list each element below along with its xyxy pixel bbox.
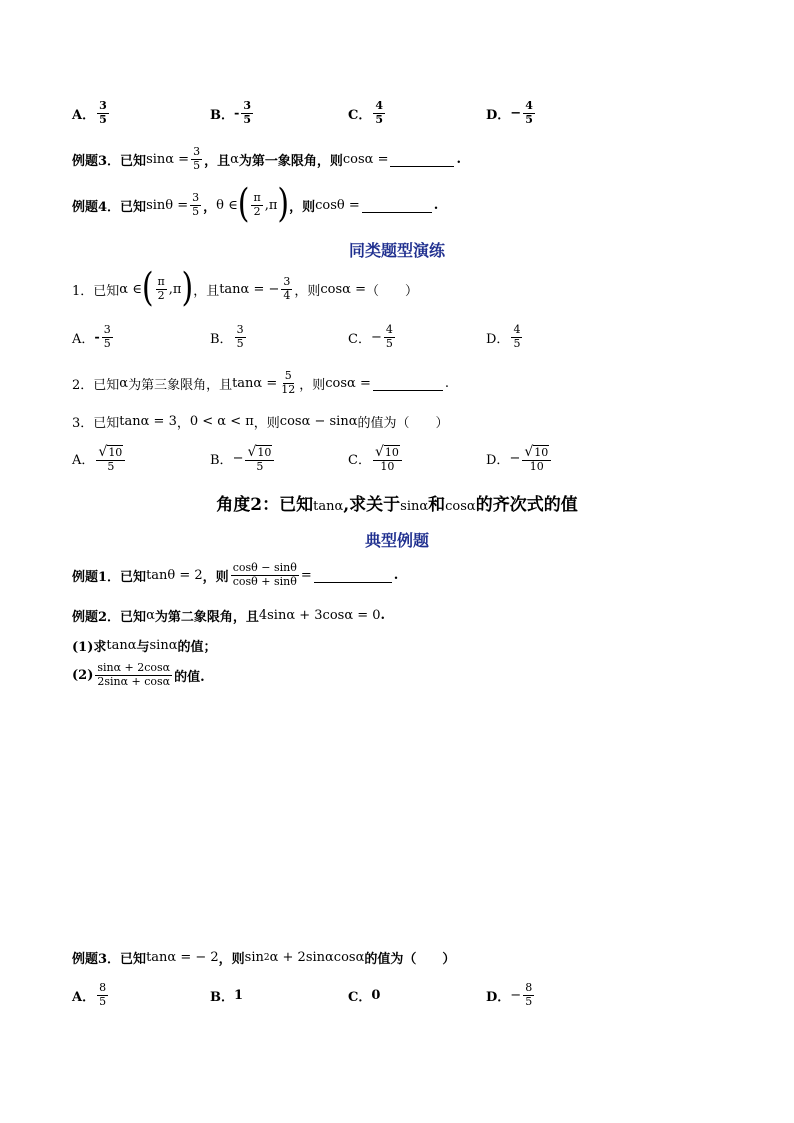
- answer-blank[interactable]: [314, 568, 392, 583]
- left-paren: (: [141, 265, 154, 312]
- option-c[interactable]: C． 0: [348, 987, 381, 1005]
- option-a[interactable]: A． $\frac{8}{5}$: [72, 981, 107, 1008]
- option-d[interactable]: D． − $\frac{4}{5}$: [486, 99, 533, 126]
- fraction: $\frac{4}{5}$: [525, 99, 533, 126]
- left-paren: (: [237, 181, 250, 228]
- practice-1-options: [72, 324, 734, 350]
- fraction: $\frac{\pi}{2}$: [157, 274, 165, 302]
- example-2-part-2: (2) $\frac{\sin\alpha + 2\cos\alpha}{2\sin\alpha + \cos\alpha}$ 的值.: [72, 661, 205, 688]
- fraction: $\frac{\cos\theta - \sin\theta}{\cos\theta + \sin\theta}$: [232, 561, 297, 588]
- sqrt-icon: √: [374, 444, 384, 460]
- fraction: $\frac{3}{5}$: [193, 145, 201, 172]
- practice-2: 2．已知 α 为第三象限角，且 tanα = $\frac{5}{12}$ ，则 cosα = .: [72, 369, 449, 396]
- sqrt-icon: √: [98, 444, 108, 460]
- section-heading-typical: 典型例题: [364, 531, 429, 550]
- fraction: $\frac{3}{4}$: [283, 274, 291, 302]
- option-b[interactable]: B． $\frac{3}{5}$: [210, 323, 244, 350]
- right-paren: ): [277, 181, 290, 228]
- question-0-options: [72, 100, 734, 126]
- fraction: $\frac{√10}{5}$: [96, 444, 125, 474]
- sqrt-icon: √: [247, 444, 257, 460]
- section-heading-practice: 同类题型演练: [348, 241, 445, 260]
- option-d[interactable]: D． − $\frac{√10}{10}$: [486, 444, 624, 474]
- fraction: $\frac{√10}{10}$: [522, 444, 551, 474]
- example-3: 例题3． 已知 sinα = $\frac{3}{5}$ ，且 α 为第一象限角，则 cosα = .: [72, 145, 462, 172]
- practice-3: 3．已知 tanα = 3 ， 0 < α < π ，则 cosα − sinα 的值为（ ）: [72, 414, 449, 431]
- example-2-part-1: (1)求 tanα 与 sinα 的值；: [72, 638, 217, 655]
- answer-blank[interactable]: [390, 152, 454, 167]
- fraction: $\frac{√10}{10}$: [373, 444, 402, 474]
- sqrt-icon: √: [524, 444, 534, 460]
- option-c[interactable]: C． $\frac{4}{5}$: [348, 99, 384, 126]
- fraction: $\frac{4}{5}$: [375, 99, 384, 126]
- option-b[interactable]: B． - $\frac{3}{5}$: [210, 99, 252, 126]
- example-3-bottom-options: [72, 982, 734, 1008]
- fraction: $\frac{4}{5}$: [513, 323, 521, 350]
- fraction: $\frac{4}{5}$: [385, 323, 393, 350]
- fraction: $\frac{5}{12}$: [281, 369, 296, 396]
- right-paren: ): [181, 265, 194, 312]
- option-b[interactable]: B． 1: [210, 987, 244, 1005]
- fraction: $\frac{3}{5}$: [243, 99, 252, 126]
- example-3-bottom: 例题3． 已知 tanα = − 2 ，则 sin 2 α + 2sinαcosα 的值为（ ）: [72, 950, 456, 967]
- option-a[interactable]: A． $\frac{√10}{5}$: [72, 444, 210, 474]
- answer-blank[interactable]: [362, 198, 432, 213]
- fraction: $\frac{3}{5}$: [99, 99, 107, 126]
- fraction: $\frac{√10}{5}$: [245, 444, 274, 474]
- option-d[interactable]: D． − $\frac{8}{5}$: [486, 981, 533, 1008]
- angle-2-heading: 角度2：已知tanα,求关于sinα和cosα的齐次式的值: [216, 495, 578, 515]
- practice-3-options: [72, 444, 734, 474]
- option-c[interactable]: C． − $\frac{4}{5}$: [348, 323, 393, 350]
- option-b[interactable]: B． − $\frac{√10}{5}$: [210, 444, 348, 474]
- fraction: $\frac{3}{5}$: [236, 323, 244, 350]
- example-2: 例题2． 已知 α 为第二象限角，且 4sinα + 3cosα = 0 .: [72, 608, 386, 625]
- practice-1: 1．已知 α ∈ ( $\frac{\pi}{2}$ ,π ) ，且 tanα = − $\frac{3}{4}$ ，则 cosα = （ ）: [72, 265, 419, 312]
- option-c[interactable]: C． $\frac{√10}{10}$: [348, 444, 486, 474]
- fraction: $\frac{3}{5}$: [192, 190, 200, 218]
- option-a[interactable]: A． - $\frac{3}{5}$: [72, 323, 111, 350]
- option-a[interactable]: A． $\frac{3}{5}$: [72, 99, 107, 126]
- example-4: 例题4． 已知 sinθ = $\frac{3}{5}$ ， θ ∈ ( $\frac{\pi}{2}$ ,π ) ，则 cosθ = .: [72, 181, 439, 228]
- fraction: $\frac{\sin\alpha + 2\cos\alpha}{2\sin\alpha + \cos\alpha}$: [97, 661, 171, 688]
- example-1: 例题1． 已知 tanθ = 2 ，则 $\frac{\cos\theta - \sin\theta}{\cos\theta + \sin\theta}$ = .: [72, 561, 399, 588]
- answer-blank[interactable]: [373, 376, 443, 391]
- fraction: $\frac{8}{5}$: [99, 981, 107, 1008]
- fraction: $\frac{\pi}{2}$: [253, 190, 261, 218]
- fraction: $\frac{3}{5}$: [103, 323, 111, 350]
- option-d[interactable]: D． $\frac{4}{5}$: [486, 323, 521, 350]
- fraction: $\frac{8}{5}$: [525, 981, 533, 1008]
